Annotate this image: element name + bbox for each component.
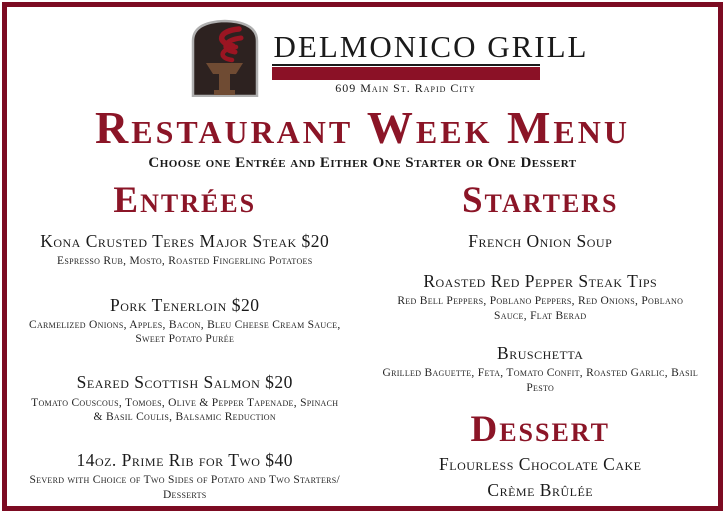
header <box>7 17 718 97</box>
item-name: Kona Crusted Teres Major Steak $20 <box>40 231 330 251</box>
item-description: Severd with Choice of Two Sides of Potato and Two Starters/ Desserts <box>29 474 341 501</box>
menu-page <box>2 2 723 511</box>
item-name: Seared Scottish Salmon $20 <box>76 372 293 393</box>
starters-dessert-column <box>363 176 719 502</box>
menu-item <box>363 271 719 323</box>
menu-item <box>7 450 363 502</box>
page-subtitle: Choose one Entrée and Either One Starter or One Dessert <box>148 155 577 171</box>
page-title: Restaurant Week Menu <box>95 102 630 153</box>
menu-item <box>7 295 363 347</box>
item-name: Pork Tenerloin $20 <box>110 294 260 315</box>
brand-block <box>272 17 589 96</box>
item-name: Bruschetta <box>497 343 584 363</box>
menu-item <box>363 343 719 395</box>
item-description: Carmelized Onions, Apples, Bacon, Bleu Cheese Cream Sauce, Sweet Potato Purée <box>28 318 341 345</box>
item-description: Espresso Rub, Mosto, Roasted Fingerling Potatoes <box>57 255 313 268</box>
item-name: French Onion Soup <box>468 231 613 251</box>
item-description: Tomato Couscous, Tomoes, Olive & Pepper Tapenade, Spinach & Basil Coulis, Balsamic Reduction <box>31 396 339 423</box>
torch-flame-shield-logo-icon <box>186 17 264 97</box>
restaurant-name: DELMONICO GRILL <box>272 17 540 66</box>
starters-heading: Starters <box>461 180 619 221</box>
item-name: Roasted Red Pepper Steak Tips <box>423 271 658 292</box>
item-name: 14oz. Prime Rib for Two $40 <box>76 450 294 471</box>
entrees-column <box>7 176 363 502</box>
item-name: Flourless Chocolate Cake <box>439 453 642 474</box>
item-name: Crème Brûlée <box>487 480 594 500</box>
menu-item <box>7 231 363 269</box>
menu-item <box>363 231 719 251</box>
dessert-heading: Dessert <box>470 408 611 450</box>
brand-accent-bar <box>272 67 540 80</box>
menu-columns <box>7 176 718 502</box>
restaurant-address: 609 Main St. Rapid City <box>335 81 476 95</box>
menu-item <box>7 372 363 424</box>
entrees-heading: Entrées <box>113 180 257 221</box>
item-description: Red Bell Peppers, Poblano Peppers, Red Onions, Poblano Sauce, Flat Berad <box>397 295 684 322</box>
menu-item <box>363 454 719 474</box>
menu-item <box>363 480 719 500</box>
item-description: Grilled Baguette, Feta, Tomato Confit, Roasted Garlic, Basil Pesto <box>382 367 699 394</box>
